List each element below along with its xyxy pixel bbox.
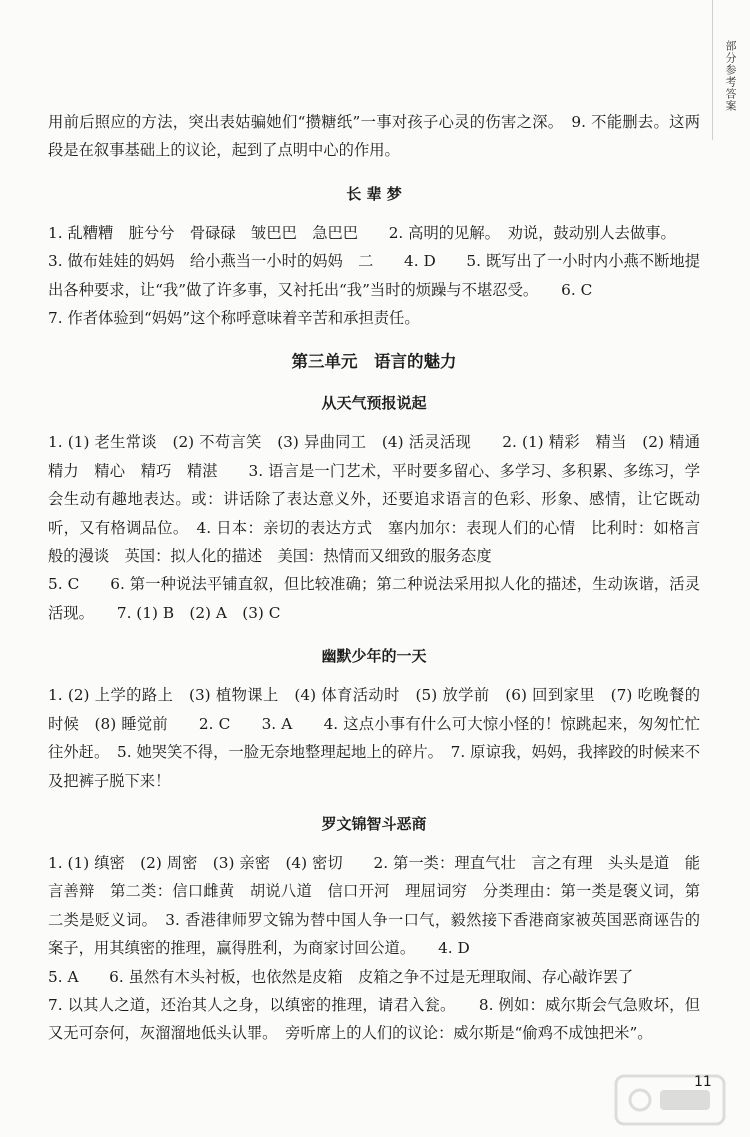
intro-paragraph: 用前后照应的方法，突出表姑骗她们“攒糖纸”一事对孩子心灵的伤害之深。 9. 不能删去。这两段是在叙事基础上的议论，起到了点明中心的作用。	[48, 113, 700, 160]
answer-line: 3. 做布娃娃的妈妈 给小燕当一小时的妈妈 二 4. D 5. 既写出了一小时内小燕不断地提出各种要求，让“我”做了许多事，又衬托出“我”当时的烦躁与不堪忍受。 6. C	[48, 252, 700, 299]
margin-rule	[712, 0, 713, 140]
unit-title: 第三单元 语言的魅力	[291, 352, 457, 372]
section-title-luowenjin: 罗文锦智斗恶商	[321, 814, 427, 833]
answer-line: 5. C 6. 第一种说法平铺直叙，但比较准确；第二种说法采用拟人化的描述，生动诙谐，活灵活现。 7. (1) B (2) A (3) C	[48, 575, 700, 622]
answer-line: 7. 以其人之道，还治其人之身，以缜密的推理，请君入瓮。 8. 例如：威尔斯会气急败坏，但又无可奈何，灰溜溜地低头认罪。 旁听席上的人们的议论：威尔斯是“偷鸡不成蚀把米”。	[48, 995, 700, 1043]
answer-line: 1. 乱糟糟 脏兮兮 骨碌碌 皱巴巴 急巴巴 2. 高明的见解。 劝说，鼓动别人去做事。	[48, 223, 676, 242]
page-number: 11	[694, 1074, 712, 1090]
answer-line: 1. (1) 缜密 (2) 周密 (3) 亲密 (4) 密切 2. 第一类：理直气壮 言之有理 头头是道 能言善辩 第二类：信口雌黄 胡说八道 信口开河 理屈词穷 分类理由：第一类是褒义词，第二类是贬义词。 3. 香港律师罗文锦为替中国人争一口气，毅然接下香港商家被英国恶商诬告的案子，用其缜密的推理，赢得胜利，为商家讨回公道。 4. D	[48, 853, 700, 958]
answer-line: 1. (1) 老生常谈 (2) 不苟言笑 (3) 异曲同工 (4) 活灵活现 2. (1) 精彩 精当 (2) 精通 精力 精心 精巧 精湛 3. 语言是一门艺术，平时要多留心、多学习、多积累、多练习，学会生动有趣地表达。或：讲话除了表达意义外，还要追求语言的色彩、形象、感情，让它既动听，又有格调品位。 4. 日本：亲切的表达方式 塞内加尔：表现人们的心情 比利时：如格言般的漫谈 英国：拟人化的描述 美国：热情而又细致的服务态度	[48, 433, 716, 566]
side-tab-label: 部分参考答案	[724, 40, 737, 112]
answer-line: 1. (2) 上学的路上 (3) 植物课上 (4) 体育活动时 (5) 放学前 (6) 回到家里 (7) 吃晚餐的时候 (8) 睡觉前 2. C 3. A 4. 这点小事有什么可大惊小怪的！惊跳起来，匆匆忙忙往外赶。 5. 她哭笑不得，一脸无奈地整理起地上的碎片。 7. 原谅我，妈妈，我摔跤的时候来不及把裤子脱下来！	[48, 686, 700, 790]
section-title-changbeimeng: 长 辈 梦	[346, 184, 402, 203]
watermark-logo-icon	[610, 1070, 730, 1130]
answer-line: 7. 作者体验到“妈妈”这个称呼意味着辛苦和承担责任。	[48, 309, 420, 328]
answer-content	[48, 108, 716, 1048]
section-title-weather: 从天气预报说起	[321, 394, 427, 413]
section-title-humor-boy: 幽默少年的一天	[321, 647, 427, 666]
answer-line: 5. A 6. 虽然有木头衬板，也依然是皮箱 皮箱之争不过是无理取闹、存心敲诈罢了	[48, 967, 634, 986]
